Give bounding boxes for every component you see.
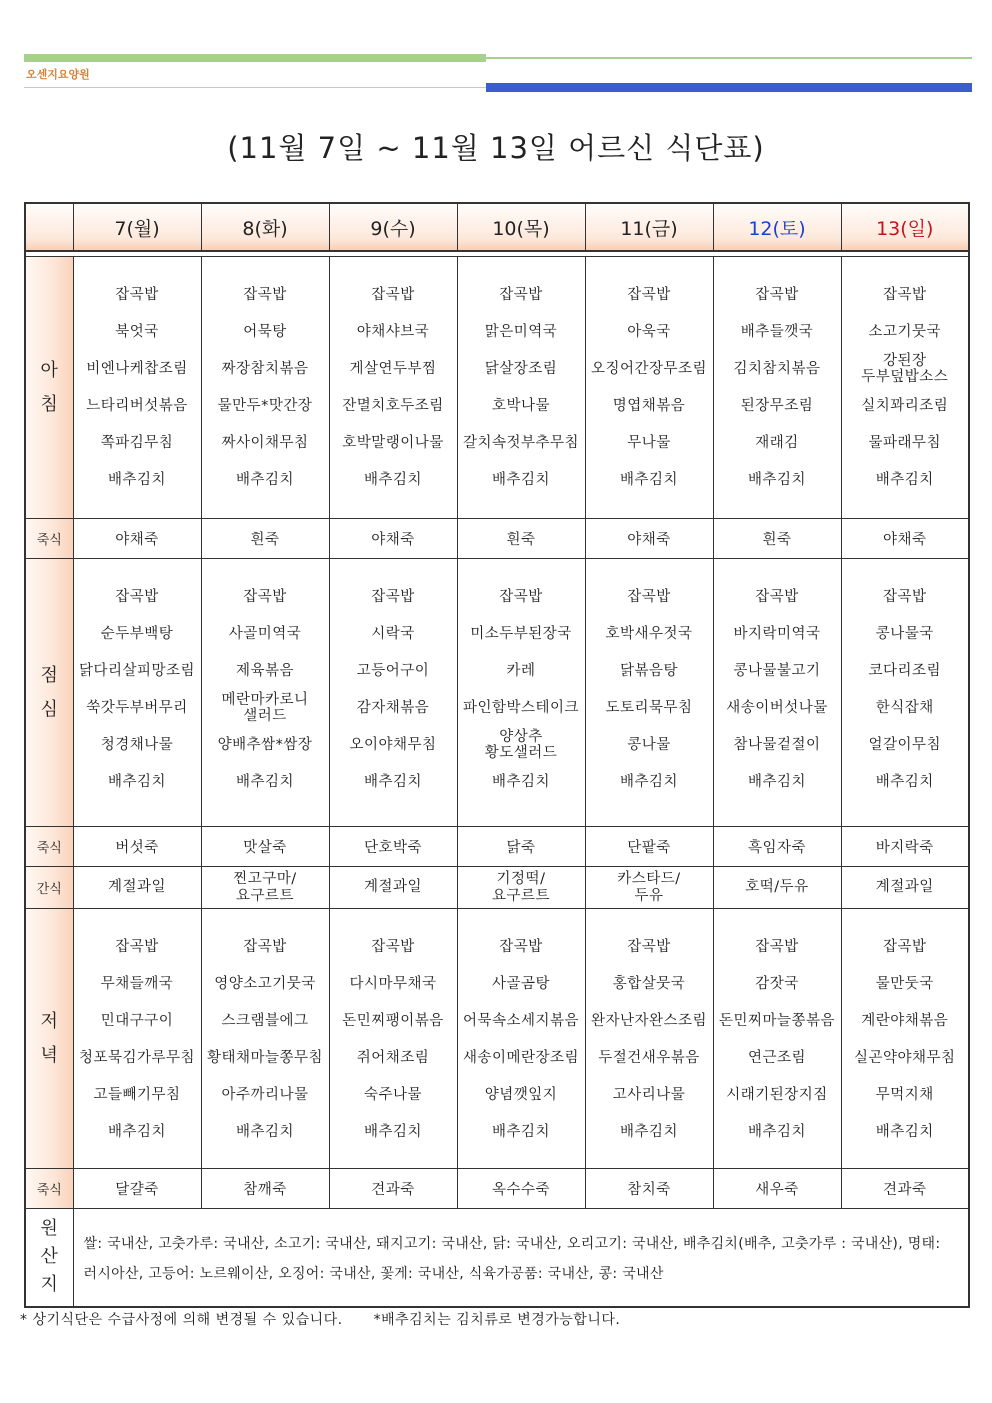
lunch-cell <box>713 559 841 827</box>
menu-item: 무채들깨국 <box>100 975 174 992</box>
menu-item: 호박새우젓국 <box>605 625 693 642</box>
menu-item: 배추김치 <box>107 471 167 488</box>
porridge-cell: 야채죽 <box>841 519 969 559</box>
snack-cell: 찐고구마/ 요구르트 <box>201 867 329 909</box>
menu-item: 김치참치볶음 <box>733 360 821 377</box>
menu-item: 실곤약야채무침 <box>853 1049 956 1066</box>
menu-item: 파인함박스테이크 <box>462 699 580 716</box>
dinner-porridge-row <box>25 1169 969 1209</box>
menu-item: 배추김치 <box>491 1123 551 1140</box>
menu-item: 어묵탕 <box>243 323 287 340</box>
menu-item: 감자채볶음 <box>356 699 430 716</box>
day-header: 9(수) <box>329 203 457 251</box>
menu-item: 배추김치 <box>875 1123 934 1140</box>
menu-item: 닭볶음탕 <box>619 662 679 679</box>
menu-item: 완자난자완스조림 <box>590 1012 708 1029</box>
menu-item: 배추김치 <box>107 1123 167 1140</box>
menu-item: 맑은미역국 <box>484 323 558 340</box>
menu-item: 잡곡밥 <box>115 286 159 303</box>
menu-item: 배추김치 <box>235 471 295 488</box>
menu-item: 한식잡채 <box>875 699 934 716</box>
day-header-row <box>25 203 969 251</box>
menu-item: 제육볶음 <box>235 662 295 679</box>
menu-item: 홍합살뭇국 <box>612 975 686 992</box>
porridge-cell: 흰죽 <box>201 519 329 559</box>
dinner-cell <box>329 909 457 1169</box>
day-header: 8(화) <box>201 203 329 251</box>
lunch-cell <box>841 559 969 827</box>
lunch-cell <box>457 559 585 827</box>
brand-name: 오센지요양원 <box>26 68 90 81</box>
menu-item: 고들빼기무침 <box>93 1086 181 1103</box>
porridge-cell: 단호박죽 <box>329 827 457 867</box>
menu-item: 배추김치 <box>363 1123 423 1140</box>
porridge-label: 죽식 <box>25 827 73 867</box>
menu-item: 잡곡밥 <box>627 938 671 955</box>
menu-item: 잡곡밥 <box>627 588 671 605</box>
menu-item: 야채샤브국 <box>356 323 430 340</box>
lunch-row <box>25 559 969 827</box>
breakfast-cell <box>329 257 457 519</box>
menu-item: 잡곡밥 <box>243 286 287 303</box>
brand-bar <box>24 54 486 62</box>
snack-row <box>25 867 969 909</box>
menu-item: 호박말랭이나물 <box>342 434 444 451</box>
menu-item: 짜장참치볶음 <box>221 360 309 377</box>
menu-item: 새송이메란장조림 <box>462 1049 580 1066</box>
menu-item: 배추김치 <box>747 1123 807 1140</box>
porridge-cell: 흰죽 <box>713 519 841 559</box>
menu-item: 잡곡밥 <box>243 938 287 955</box>
porridge-cell: 참치죽 <box>585 1169 713 1209</box>
porridge-cell: 견과죽 <box>329 1169 457 1209</box>
menu-item: 닭다리살피망조림 <box>78 662 196 679</box>
lunch-porridge-row <box>25 827 969 867</box>
porridge-cell: 닭죽 <box>457 827 585 867</box>
menu-item: 시래기된장지짐 <box>726 1086 828 1103</box>
menu-item: 비엔나케찹조림 <box>86 360 188 377</box>
porridge-cell: 옥수수죽 <box>457 1169 585 1209</box>
menu-item: 잡곡밥 <box>882 938 927 955</box>
snack-cell: 기정떡/ 요구르트 <box>457 867 585 909</box>
menu-item: 배추김치 <box>619 471 679 488</box>
menu-item: 시락국 <box>371 625 415 642</box>
menu-item: 강된장 두부덮밥소스 <box>861 352 949 385</box>
breakfast-label: 아 침 <box>25 257 73 519</box>
dinner-cell <box>713 909 841 1169</box>
menu-item: 바지락미역국 <box>733 625 821 642</box>
menu-item: 배추김치 <box>491 773 551 790</box>
menu-item: 잡곡밥 <box>882 286 927 303</box>
porridge-cell: 달걀죽 <box>73 1169 201 1209</box>
menu-item: 잔멸치호두조림 <box>342 397 444 414</box>
snack-cell: 계절과일 <box>329 867 457 909</box>
menu-item: 청포묵김가루무침 <box>78 1049 196 1066</box>
menu-item: 물만두*맛간장 <box>217 397 313 414</box>
menu-item: 배추김치 <box>619 1123 679 1140</box>
menu-item: 잡곡밥 <box>371 588 415 605</box>
menu-item: 잡곡밥 <box>499 938 543 955</box>
menu-item: 두절건새우볶음 <box>598 1049 700 1066</box>
menu-item: 계란야채볶음 <box>861 1012 949 1029</box>
breakfast-porridge-row <box>25 519 969 559</box>
menu-item: 물파래무침 <box>868 434 942 451</box>
menu-item: 배추김치 <box>747 471 807 488</box>
menu-item: 쥐어채조림 <box>356 1049 430 1066</box>
porridge-cell: 견과죽 <box>841 1169 969 1209</box>
menu-item: 돈민찌팽이볶음 <box>342 1012 444 1029</box>
menu-item: 배추김치 <box>875 471 934 488</box>
menu-item: 잡곡밥 <box>499 286 543 303</box>
lunch-label: 점 심 <box>25 559 73 827</box>
menu-item: 실치꽈리조림 <box>861 397 949 414</box>
day-header-saturday: 12(토) <box>713 203 841 251</box>
menu-item: 짜사이채무침 <box>221 434 309 451</box>
menu-item: 아욱국 <box>627 323 671 340</box>
menu-item: 잡곡밥 <box>627 286 671 303</box>
menu-item: 잡곡밥 <box>371 938 415 955</box>
menu-item: 배추김치 <box>235 1123 295 1140</box>
menu-item: 명엽채볶음 <box>612 397 686 414</box>
porridge-cell: 맛살죽 <box>201 827 329 867</box>
menu-item: 잡곡밥 <box>755 286 799 303</box>
menu-item: 참나물겉절이 <box>733 736 821 753</box>
footer-note: *배추김치는 김치류로 변경가능합니다. <box>373 1312 621 1328</box>
dinner-cell <box>457 909 585 1169</box>
breakfast-cell <box>73 257 201 519</box>
menu-item: 고사리나물 <box>612 1086 686 1103</box>
menu-item: 얼갈이무침 <box>868 736 942 753</box>
menu-item: 오이야채무침 <box>349 736 437 753</box>
day-header-sunday: 13(일) <box>841 203 969 251</box>
dinner-cell <box>201 909 329 1169</box>
porridge-cell: 바지락죽 <box>841 827 969 867</box>
menu-item: 배추김치 <box>363 773 423 790</box>
menu-item: 순두부백탕 <box>100 625 174 642</box>
menu-item: 황태채마늘쫑무침 <box>206 1049 324 1066</box>
day-header: 10(목) <box>457 203 585 251</box>
dinner-cell <box>585 909 713 1169</box>
menu-item: 연근조림 <box>747 1049 807 1066</box>
menu-item: 갈치속젓부추무침 <box>462 434 580 451</box>
menu-item: 콩나물불고기 <box>733 662 821 679</box>
menu-item: 영양소고기뭇국 <box>214 975 316 992</box>
menu-item: 돈민찌마늘쫑볶음 <box>718 1012 836 1029</box>
breakfast-row <box>25 257 969 519</box>
menu-item: 사골곰탕 <box>491 975 551 992</box>
menu-item: 아주까리나물 <box>221 1086 309 1103</box>
menu-item: 도토리묵무침 <box>605 699 693 716</box>
menu-item: 잡곡밥 <box>755 588 799 605</box>
menu-item: 민대구구이 <box>100 1012 174 1029</box>
menu-item: 미소두부된장국 <box>470 625 572 642</box>
menu-item: 새송이버섯나물 <box>726 699 828 716</box>
menu-item: 배추김치 <box>619 773 679 790</box>
porridge-cell: 참깨죽 <box>201 1169 329 1209</box>
origin-label: 원 산 지 <box>25 1209 73 1307</box>
menu-item: 잡곡밥 <box>243 588 287 605</box>
page-title: (11월 7일 ~ 11월 13일 어르신 식단표) <box>227 131 765 165</box>
footer-note: * 상기식단은 수급사정에 의해 변경될 수 있습니다. <box>20 1312 343 1328</box>
origin-row <box>25 1209 969 1307</box>
snack-cell: 계절과일 <box>841 867 969 909</box>
menu-item: 감잣국 <box>755 975 799 992</box>
menu-item: 배추김치 <box>491 471 551 488</box>
breakfast-cell <box>585 257 713 519</box>
footer-notes <box>20 1309 620 1329</box>
menu-item: 물만둣국 <box>875 975 934 992</box>
porridge-cell: 야채죽 <box>585 519 713 559</box>
menu-item: 배추김치 <box>747 773 807 790</box>
menu-item: 고등어구이 <box>356 662 430 679</box>
brand-line <box>486 57 972 59</box>
menu-item: 코다리조림 <box>868 662 942 679</box>
menu-item: 숙주나물 <box>363 1086 423 1103</box>
menu-item: 메란마카로니 샐러드 <box>221 691 309 724</box>
breakfast-cell <box>457 257 585 519</box>
menu-item: 배추김치 <box>107 773 167 790</box>
menu-item: 무먹지채 <box>875 1086 934 1103</box>
menu-item: 소고기뭇국 <box>868 323 942 340</box>
menu-item: 잡곡밥 <box>755 938 799 955</box>
menu-item: 된장무조림 <box>740 397 814 414</box>
menu-item: 무나물 <box>627 434 671 451</box>
lunch-cell <box>73 559 201 827</box>
lunch-cell <box>201 559 329 827</box>
porridge-cell: 단팥죽 <box>585 827 713 867</box>
porridge-label: 죽식 <box>25 519 73 559</box>
day-header: 7(월) <box>73 203 201 251</box>
menu-item: 느타리버섯볶음 <box>86 397 188 414</box>
lunch-cell <box>329 559 457 827</box>
lunch-cell <box>585 559 713 827</box>
menu-item: 양배추쌈*쌈장 <box>217 736 313 753</box>
menu-item: 배추들깻국 <box>740 323 814 340</box>
dinner-row <box>25 909 969 1169</box>
breakfast-cell <box>713 257 841 519</box>
menu-item: 배추김치 <box>875 773 934 790</box>
brand-accent-bar <box>486 83 972 92</box>
menu-item: 스크램블에그 <box>221 1012 309 1029</box>
menu-item: 배추김치 <box>363 471 423 488</box>
menu-item: 배추김치 <box>235 773 295 790</box>
menu-item: 잡곡밥 <box>115 938 159 955</box>
porridge-cell: 흑임자죽 <box>713 827 841 867</box>
menu-item: 콩나물 <box>627 736 671 753</box>
menu-item: 양상추 황도샐러드 <box>484 728 558 761</box>
menu-item: 호박나물 <box>491 397 551 414</box>
breakfast-cell <box>201 257 329 519</box>
origin-info: 쌀: 국내산, 고춧가루: 국내산, 소고기: 국내산, 돼지고기: 국내산, 닭: 국내산, 오리고기: 국내산, 배추김치(배추, 고춧가루 : 국내산), 명태: 러시아산, 고등어: 노르웨이산, 오징어: 국내산, 꽃게: 국내산, 식육가공품: 국내산, 콩: 국내산 <box>73 1209 969 1307</box>
dinner-label: 저 녁 <box>25 909 73 1169</box>
porridge-cell: 버섯죽 <box>73 827 201 867</box>
menu-item: 콩나물국 <box>875 625 934 642</box>
menu-item: 청경채나물 <box>100 736 174 753</box>
menu-item: 잡곡밥 <box>371 286 415 303</box>
porridge-cell: 야채죽 <box>329 519 457 559</box>
menu-item: 잡곡밥 <box>882 588 927 605</box>
menu-item: 어묵속소세지볶음 <box>462 1012 580 1029</box>
menu-item: 오징어간장무조림 <box>590 360 708 377</box>
porridge-cell: 야채죽 <box>73 519 201 559</box>
menu-item: 닭살장조림 <box>484 360 558 377</box>
porridge-label: 죽식 <box>25 1169 73 1209</box>
snack-cell: 카스타드/ 두유 <box>585 867 713 909</box>
porridge-cell: 새우죽 <box>713 1169 841 1209</box>
menu-item: 쑥갓두부버무리 <box>86 699 188 716</box>
menu-item: 게살연두부찜 <box>349 360 437 377</box>
menu-item: 잡곡밥 <box>499 588 543 605</box>
dinner-cell <box>73 909 201 1169</box>
header-corner <box>25 203 73 251</box>
brand-underline <box>24 87 486 88</box>
porridge-cell: 흰죽 <box>457 519 585 559</box>
day-header: 11(금) <box>585 203 713 251</box>
menu-item: 잡곡밥 <box>115 588 159 605</box>
menu-item: 양념깻잎지 <box>484 1086 558 1103</box>
menu-item: 북엇국 <box>115 323 159 340</box>
menu-table <box>24 202 970 1308</box>
menu-item: 쪽파김무침 <box>100 434 174 451</box>
snack-cell: 계절과일 <box>73 867 201 909</box>
menu-item: 재래김 <box>755 434 799 451</box>
dinner-cell <box>841 909 969 1169</box>
breakfast-cell <box>841 257 969 519</box>
menu-item: 카레 <box>506 662 536 679</box>
menu-item: 다시마무채국 <box>349 975 437 992</box>
snack-cell: 호떡/두유 <box>713 867 841 909</box>
menu-item: 사골미역국 <box>228 625 302 642</box>
snack-label: 간식 <box>25 867 73 909</box>
